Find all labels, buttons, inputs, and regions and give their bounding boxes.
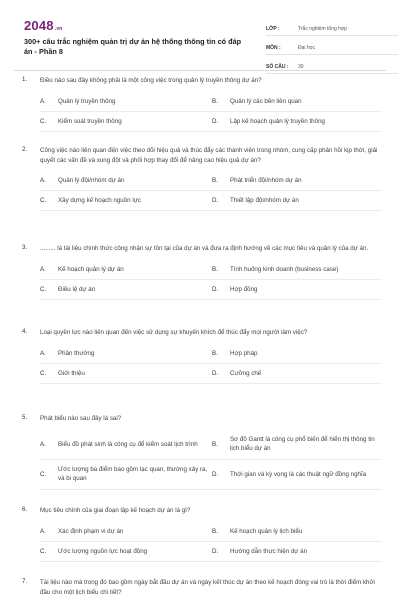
option-letter: D. <box>212 369 219 377</box>
question-number: 7. <box>22 578 28 585</box>
option-text: Xây dựng kế hoạch nguồn lực <box>58 197 141 204</box>
option-text: Ước lượng nguồn lực hoạt động <box>58 547 148 555</box>
question-item <box>0 146 400 211</box>
question-text: Phát biểu nào sau đây là sai? <box>40 415 122 422</box>
answer-option[interactable] <box>40 112 212 132</box>
question-text: Công việc nào liên quan đến việc theo dõi hiệu quả và thúc đẩy các thành viên trong nhóm, cung cấp phản hồi kịp thời, giải quyết các vấn đề và xung đột và phối hợp thay đổi để nâng cao hiệu quả dự án? <box>40 147 378 164</box>
option-letter: B. <box>212 177 218 184</box>
answer-option[interactable] <box>212 280 382 300</box>
question-number: 3. <box>22 244 28 251</box>
meta-label: LỚP : <box>266 25 280 32</box>
option-letter: C. <box>40 470 47 478</box>
option-text: Quản lý đội/nhóm dự án <box>58 177 125 184</box>
question-item <box>0 414 400 490</box>
answer-options <box>40 171 380 211</box>
question-text: Mục tiêu chính của giai đoạn lập kế hoạch dự án là gì? <box>40 507 191 514</box>
answer-options <box>40 92 380 132</box>
answer-option[interactable] <box>40 92 212 112</box>
answer-option[interactable] <box>40 542 212 562</box>
option-text: Phần thưởng <box>58 349 95 357</box>
option-letter: B. <box>212 527 218 535</box>
answer-option[interactable] <box>212 260 382 280</box>
answer-options <box>40 344 380 384</box>
answer-option[interactable] <box>212 171 382 191</box>
answer-option[interactable] <box>40 260 212 280</box>
option-letter: A. <box>40 97 46 105</box>
answer-option[interactable] <box>212 191 382 211</box>
option-text: Kế hoạch quản lý dự án <box>58 265 124 273</box>
page-title: 300+ câu trắc nghiệm quản trị dự án hệ thống thông tin có đáp án - Phần 8 <box>24 37 242 56</box>
page-header <box>14 10 386 68</box>
meta-value: Đại học <box>298 44 315 51</box>
answer-option[interactable] <box>212 344 382 364</box>
question-number: 5. <box>22 414 28 421</box>
option-text: Quản lý các bên liên quan <box>230 97 302 105</box>
answer-options <box>40 430 380 490</box>
meta-row-subject <box>266 41 398 55</box>
option-text: Cưỡng chế <box>230 369 262 377</box>
answer-option[interactable] <box>40 522 212 542</box>
question-item <box>0 506 400 562</box>
option-letter: C. <box>40 117 47 125</box>
question-item <box>0 578 400 597</box>
option-letter: D. <box>212 547 219 555</box>
header-divider <box>14 70 386 71</box>
option-letter: A. <box>40 265 46 273</box>
option-text: Kế hoạch quản lý lịch biểu <box>230 527 303 535</box>
question-number: 1. <box>22 76 28 83</box>
option-letter: C. <box>40 369 47 377</box>
option-text: Sơ đồ Gantt là công cụ phổ biến để hiển thị thông tin lịch biểu dự án <box>230 436 375 452</box>
answer-option[interactable] <box>40 430 212 460</box>
answer-options <box>40 260 380 300</box>
option-letter: A. <box>40 177 46 184</box>
option-text: Hợp pháp <box>230 349 258 357</box>
meta-row-class <box>266 22 398 36</box>
option-text: Hướng dẫn thực hiện dự án <box>230 547 308 555</box>
answer-options <box>40 522 380 562</box>
question-number: 6. <box>22 506 28 513</box>
meta-row-count <box>266 60 398 74</box>
question-number: 2. <box>22 146 28 153</box>
answer-option[interactable] <box>212 522 382 542</box>
option-letter: A. <box>40 440 46 448</box>
option-text: Biểu đồ phát sinh là công cụ để kiểm soát lịch trình <box>58 440 198 448</box>
question-item <box>0 76 400 132</box>
option-text: Xác định phạm vi dự án <box>58 527 124 535</box>
question-text: ......... là tài liệu chính thức công nhận sự tồn tại của dự án và đưa ra định hướng về các mục tiêu và quản lý của dự án. <box>40 245 369 252</box>
option-text: Thiết lập đội/nhóm dự án <box>230 197 299 204</box>
option-letter: C. <box>40 547 47 555</box>
option-letter: B. <box>212 349 218 357</box>
option-text: Kiểm soát truyền thông <box>58 117 122 125</box>
answer-option[interactable] <box>40 364 212 384</box>
answer-option[interactable] <box>212 92 382 112</box>
answer-option[interactable] <box>40 171 212 191</box>
option-letter: B. <box>212 265 218 273</box>
option-text: Giới thiệu <box>58 369 85 377</box>
answer-option[interactable] <box>212 364 382 384</box>
meta-value: 30 <box>298 63 304 70</box>
answer-option[interactable] <box>212 430 382 460</box>
option-letter: B. <box>212 440 218 448</box>
logo-suffix: .vn <box>54 26 63 32</box>
option-text: Hợp đồng <box>230 285 258 293</box>
answer-option[interactable] <box>40 280 212 300</box>
question-text: Loại quyền lực nào liên quan đến việc sử dụng sự khuyến khích để thúc đẩy mọi người làm việc? <box>40 329 308 336</box>
meta-value: Trắc nghiệm tổng hợp <box>298 25 347 32</box>
question-text: Điều nào sau đây không phải là một công việc trong quản lý truyền thông dự án? <box>40 77 262 84</box>
site-logo[interactable] <box>24 18 63 33</box>
option-letter: A. <box>40 527 46 535</box>
option-text: Tình huống kinh doanh (business case) <box>230 265 339 273</box>
option-letter: D. <box>212 197 219 204</box>
answer-option[interactable] <box>40 460 212 490</box>
question-number: 4. <box>22 328 28 335</box>
option-letter: D. <box>212 470 219 478</box>
meta-label: MÔN : <box>266 44 281 51</box>
logo-text: 2048 <box>24 18 54 33</box>
question-text: Tài liệu nào mà trong đó bao gồm ngày bắt đầu dự án và ngày kết thúc dự án theo kế hoạch đóng vai trò là thời điểm khởi đầu cho một lịch biểu chi tiết? <box>40 579 375 596</box>
answer-option[interactable] <box>40 191 212 211</box>
question-item <box>0 328 400 384</box>
option-letter: C. <box>40 285 47 293</box>
option-text: Điều lệ dự án <box>58 285 96 293</box>
meta-label: SỐ CÂU : <box>266 63 289 70</box>
option-text: Phát triển đội/nhóm dự án <box>230 177 302 184</box>
question-item <box>0 244 400 300</box>
answer-option[interactable] <box>212 460 382 490</box>
option-letter: B. <box>212 97 218 105</box>
option-text: Lập kế hoạch quản lý truyền thông <box>230 117 325 125</box>
answer-option[interactable] <box>40 344 212 364</box>
option-letter: D. <box>212 285 219 293</box>
answer-option[interactable] <box>212 112 382 132</box>
option-text: Ước lượng ba điểm bao gồm lạc quan, thường xảy ra, và bi quan <box>58 466 208 482</box>
answer-option[interactable] <box>212 542 382 562</box>
option-text: Thời gian và kỳ vọng là các thuật ngữ đồng nghĩa <box>230 470 367 478</box>
option-letter: D. <box>212 117 219 125</box>
option-letter: A. <box>40 349 46 357</box>
option-text: Quản lý truyền thông <box>58 97 116 105</box>
option-letter: C. <box>40 197 47 204</box>
